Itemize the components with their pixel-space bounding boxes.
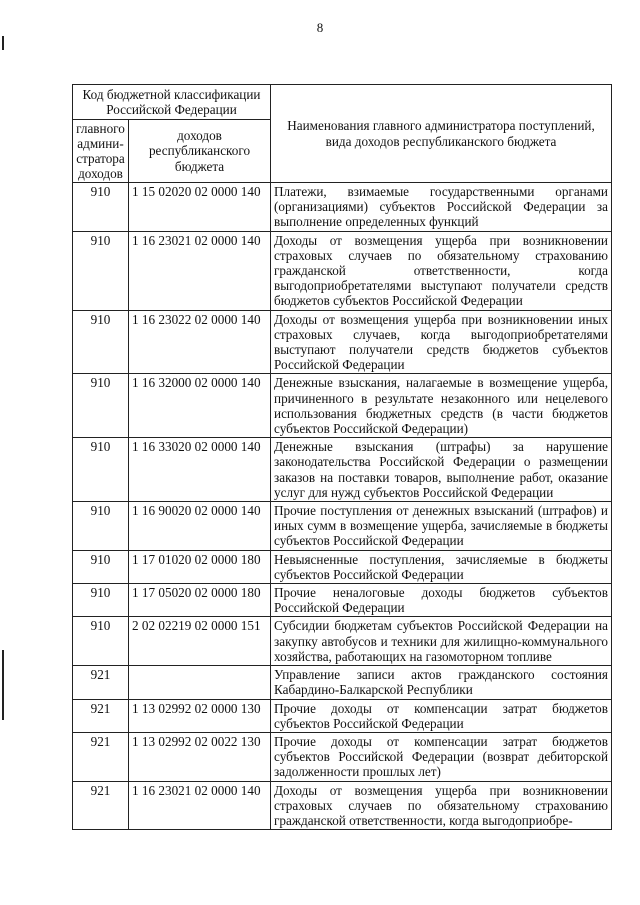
revenue-name-cell: Прочие поступления от денежных взысканий (штрафов) и иных сумм в возмещение ущерба, зачисляемые в бюджеты субъектов Российской Федерации: [271, 502, 612, 551]
table-row: [73, 732, 612, 781]
admin-code-cell: 921: [73, 699, 129, 732]
revenue-name-cell: Прочие доходы от компенсации затрат бюджетов субъектов Российской Федерации (возврат дебиторской задолженности прошлых лет): [271, 732, 612, 781]
admin-code-cell: 910: [73, 310, 129, 374]
revenue-code-cell: [129, 666, 271, 699]
table-row: [73, 584, 612, 617]
header-budget-code-group: Код бюджетной классификации Российской Федерации: [73, 85, 271, 120]
header-republic-revenue: доходов республиканского бюджета: [129, 120, 271, 183]
revenue-name-cell: Доходы от возмещения ущерба при возникновении страховых случаев по обязательному страхованию гражданской ответственности, когда выгодоприобретателями выступают получатели средств бюджетов субъектов Российской Федерации: [271, 231, 612, 310]
table-row: [73, 781, 612, 830]
admin-code-cell: 910: [73, 374, 129, 438]
budget-classification-table: [72, 84, 612, 830]
revenue-name-cell: Прочие доходы от компенсации затрат бюджетов субъектов Российской Федерации: [271, 699, 612, 732]
table-row: [73, 231, 612, 310]
revenue-code-cell: 2 02 02219 02 0000 151: [129, 617, 271, 666]
revenue-code-cell: 1 16 90020 02 0000 140: [129, 502, 271, 551]
revenue-code-cell: 1 13 02992 02 0000 130: [129, 699, 271, 732]
header-main-administrator: главного админи-стратора доходов: [73, 120, 129, 183]
admin-code-cell: 910: [73, 502, 129, 551]
admin-code-cell: 910: [73, 438, 129, 502]
revenue-code-cell: 1 16 32000 02 0000 140: [129, 374, 271, 438]
revenue-name-cell: Доходы от возмещения ущерба при возникновении страховых случаев по обязательному страхованию гражданской ответственности, когда выгодоприобре-: [271, 781, 612, 830]
revenue-code-cell: 1 13 02992 02 0022 130: [129, 732, 271, 781]
admin-code-cell: 910: [73, 550, 129, 583]
table-row: [73, 374, 612, 438]
page-number: 8: [316, 20, 324, 35]
table-body: [73, 183, 612, 830]
revenue-name-cell: Платежи, взимаемые государственными органами (организациями) субъектов Российской Федерации за выполнение определенных функций: [271, 183, 612, 232]
revenue-name-cell: Доходы от возмещения ущерба при возникновении иных страховых случаев, когда выгодоприобретателями выступают получатели средств бюджетов субъектов Российской Федерации: [271, 310, 612, 374]
header-row: [73, 85, 612, 120]
admin-code-cell: 910: [73, 183, 129, 232]
admin-code-cell: 921: [73, 666, 129, 699]
table-row: [73, 699, 612, 732]
table-row: [73, 617, 612, 666]
table-row: [73, 502, 612, 551]
table-row: [73, 666, 612, 699]
admin-code-cell: 910: [73, 231, 129, 310]
table-row: [73, 183, 612, 232]
revenue-code-cell: 1 17 01020 02 0000 180: [129, 550, 271, 583]
revenue-name-cell: Управление записи актов гражданского состояния Кабардино-Балкарской Республики: [271, 666, 612, 699]
table-row: [73, 310, 612, 374]
admin-code-cell: 910: [73, 617, 129, 666]
table-row: [73, 550, 612, 583]
revenue-code-cell: 1 16 23021 02 0000 140: [129, 231, 271, 310]
admin-code-cell: 921: [73, 732, 129, 781]
revenue-code-cell: 1 16 33020 02 0000 140: [129, 438, 271, 502]
left-margin-mark: [2, 650, 4, 720]
header-administrator-name: Наименования главного администратора поступлений, вида доходов республиканского бюджета: [271, 85, 612, 183]
admin-code-cell: 921: [73, 781, 129, 830]
revenue-name-cell: Невыясненные поступления, зачисляемые в бюджеты субъектов Российской Федерации: [271, 550, 612, 583]
revenue-name-cell: Денежные взыскания (штрафы) за нарушение законодательства Российской Федерации о размещении заказов на поставки товаров, выполнение работ, оказание услуг для нужд субъектов Российской Федерации: [271, 438, 612, 502]
revenue-code-cell: 1 15 02020 02 0000 140: [129, 183, 271, 232]
revenue-code-cell: 1 17 05020 02 0000 180: [129, 584, 271, 617]
admin-code-cell: 910: [73, 584, 129, 617]
left-margin-mark: [2, 36, 4, 50]
revenue-code-cell: 1 16 23022 02 0000 140: [129, 310, 271, 374]
revenue-name-cell: Денежные взыскания, налагаемые в возмещение ущерба, причиненного в результате незаконного или нецелевого использования бюджетных средств (в части бюджетов субъектов Российской Федерации): [271, 374, 612, 438]
table-row: [73, 438, 612, 502]
revenue-name-cell: Субсидии бюджетам субъектов Российской Федерации на закупку автобусов и техники для жилищно-коммунального хозяйства, работающих на газомоторном топливе: [271, 617, 612, 666]
revenue-code-cell: 1 16 23021 02 0000 140: [129, 781, 271, 830]
revenue-name-cell: Прочие неналоговые доходы бюджетов субъектов Российской Федерации: [271, 584, 612, 617]
